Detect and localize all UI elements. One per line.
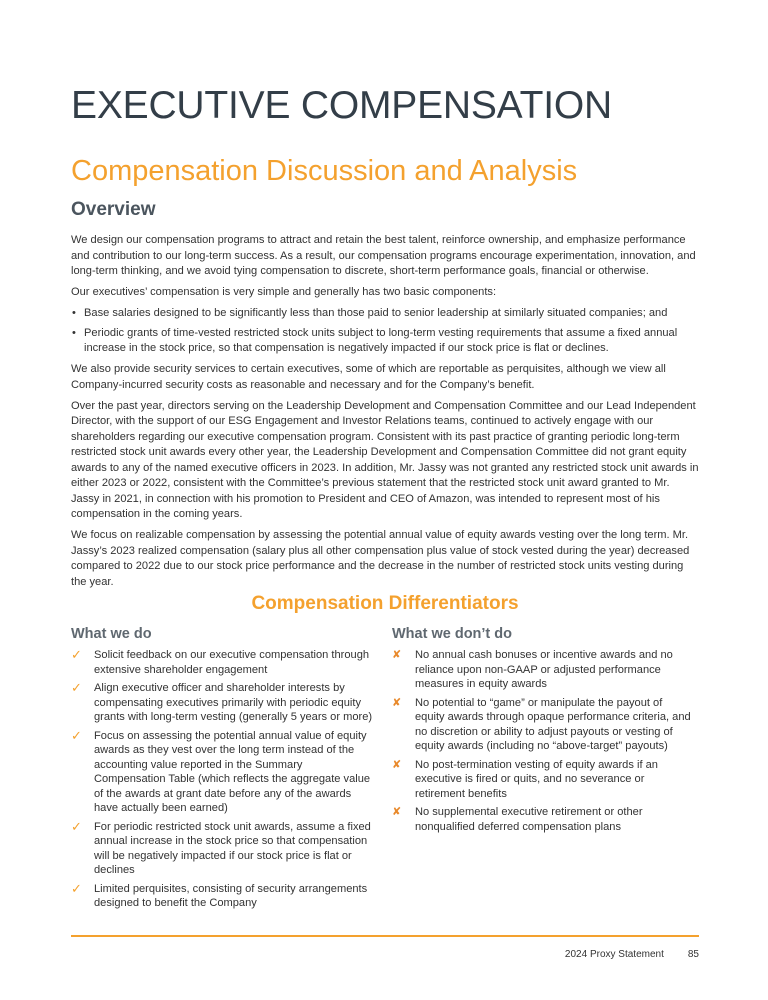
cross-icon: ✘ (392, 649, 402, 661)
list-item: • Periodic grants of time-vested restricted stock units subject to long-term vesting requirements that assume a fixed annual increase in the stock price, so that compensation is negatively impacted if our stock price is flat or declines. (72, 326, 678, 354)
bullet-icon: • (72, 326, 76, 339)
section-title: Compensation Discussion and Analysis (71, 155, 578, 187)
footer (565, 949, 699, 960)
paragraph: Over the past year, directors serving on the Leadership Development and Compensation Committee and our Lead Independent Director, with the support of our ESG Engagement and Investor Relations teams, continued to actively engage with our shareholders regarding our executive compensation program. Consistent with its past practice of granting periodic long-term restricted stock unit awards every other year, the Leadership Development and Compensation Committee did not grant equity awards to any of the named executive officers in 2023. In addition, Mr. Jassy was not granted any restricted stock unit awards in either 2023 or 2022, consistent with the Committee’s previous statement that the restricted stock unit award granted to Mr. Jassy in 2021, in connection with his promotion to President and CEO of Amazon, was intended to represent most of his compensation in the coming years. (71, 399, 699, 520)
cross-icon: ✘ (392, 806, 402, 818)
what-we-do-heading: What we do (71, 626, 152, 642)
list-item: ✓ For periodic restricted stock unit awards, assume a fixed annual increase in the stock price so that compensation will be negatively impacted if our stock price is flat or declines (71, 818, 371, 876)
check-icon: ✓ (71, 727, 82, 743)
paragraph: We focus on realizable compensation by assessing the potential annual value of equity awards vesting over the long term. Mr. Jassy’s 2023 realized compensation (salary plus all other compensation plus value of stock vested during the year) decreased compared to 2022 due to our stock price performance and the decrease in the number of restricted stock units vesting during the year. (71, 529, 690, 588)
list-item: ✘ No supplemental executive retirement or other nonqualified deferred compensation plans (392, 806, 643, 833)
paragraph: We design our compensation programs to attract and retain the best talent, reinforce ownership, and emphasize performance and contribution to our long-term success. As a result, our compensation programs encourage experimentation, innovation, and long-term thinking, and we avoid tying compensation to discrete, short-term performance goals, financial or otherwise. (71, 234, 696, 277)
footer-divider (71, 935, 699, 937)
what-we-dont-column (392, 626, 702, 838)
cross-icon: ✘ (392, 758, 402, 771)
component-list (71, 306, 699, 357)
list-item: ✘ No potential to “game” or manipulate the payout of equity awards through opaque performance criteria, and no discretion or ability to adjust payouts or vesting of equity awards (including no “above-target” payouts) (392, 696, 691, 752)
footer-label: 2024 Proxy Statement (564, 949, 664, 960)
what-we-do-column (71, 626, 381, 915)
list-item: ✘ No annual cash bonuses or incentive awards and no reliance upon non-GAAP or adjusted performance measures in equity awards (392, 649, 673, 690)
check-icon: ✓ (71, 647, 82, 662)
differentiators-heading: Compensation Differentiators (251, 593, 519, 614)
check-icon: ✓ (71, 880, 82, 896)
overview-heading: Overview (71, 199, 156, 220)
list-item: ✓ Align executive officer and shareholder interests by compensating executives primarily with periodic equity grants with long-term vesting (generally 5 years or more) (71, 680, 373, 723)
list-item: ✘ No post-termination vesting of equity awards if an executive is fired or quits, and no severance or retirement benefits (392, 758, 658, 800)
overview-body (71, 233, 699, 596)
paragraph: We also provide security services to certain executives, some of which are reportable as perquisites, although we view all Company-incurred security costs as reasonable and necessary and for the Company’s benefit. (71, 363, 666, 391)
list-item: • Base salaries designed to be significantly less than those paid to senior leadership at similarly situated companies; and (71, 306, 699, 322)
list-item: ✓ Focus on assessing the potential annual value of equity awards as they vest over the long term instead of the accounting value reported in the Summary Compensation Table (which reflects the aggregate value of the awards at grant date before any of the awards have actually been earned) (71, 727, 371, 814)
list-item: ✓ Solicit feedback on our executive compensation through extensive shareholder engagement (71, 647, 370, 676)
page-title: EXECUTIVE COMPENSATION (71, 84, 612, 127)
check-icon: ✓ (71, 818, 82, 834)
check-icon: ✓ (71, 680, 82, 695)
bullet-icon: • (72, 307, 76, 319)
what-we-dont-heading: What we don’t do (392, 626, 513, 642)
cross-icon: ✘ (392, 696, 402, 709)
paragraph: Our executives’ compensation is very simple and generally has two basic components: (71, 286, 497, 298)
list-item: ✓ Limited perquisites, consisting of security arrangements designed to benefit the Company (71, 880, 368, 909)
page-number: 85 (687, 949, 699, 960)
